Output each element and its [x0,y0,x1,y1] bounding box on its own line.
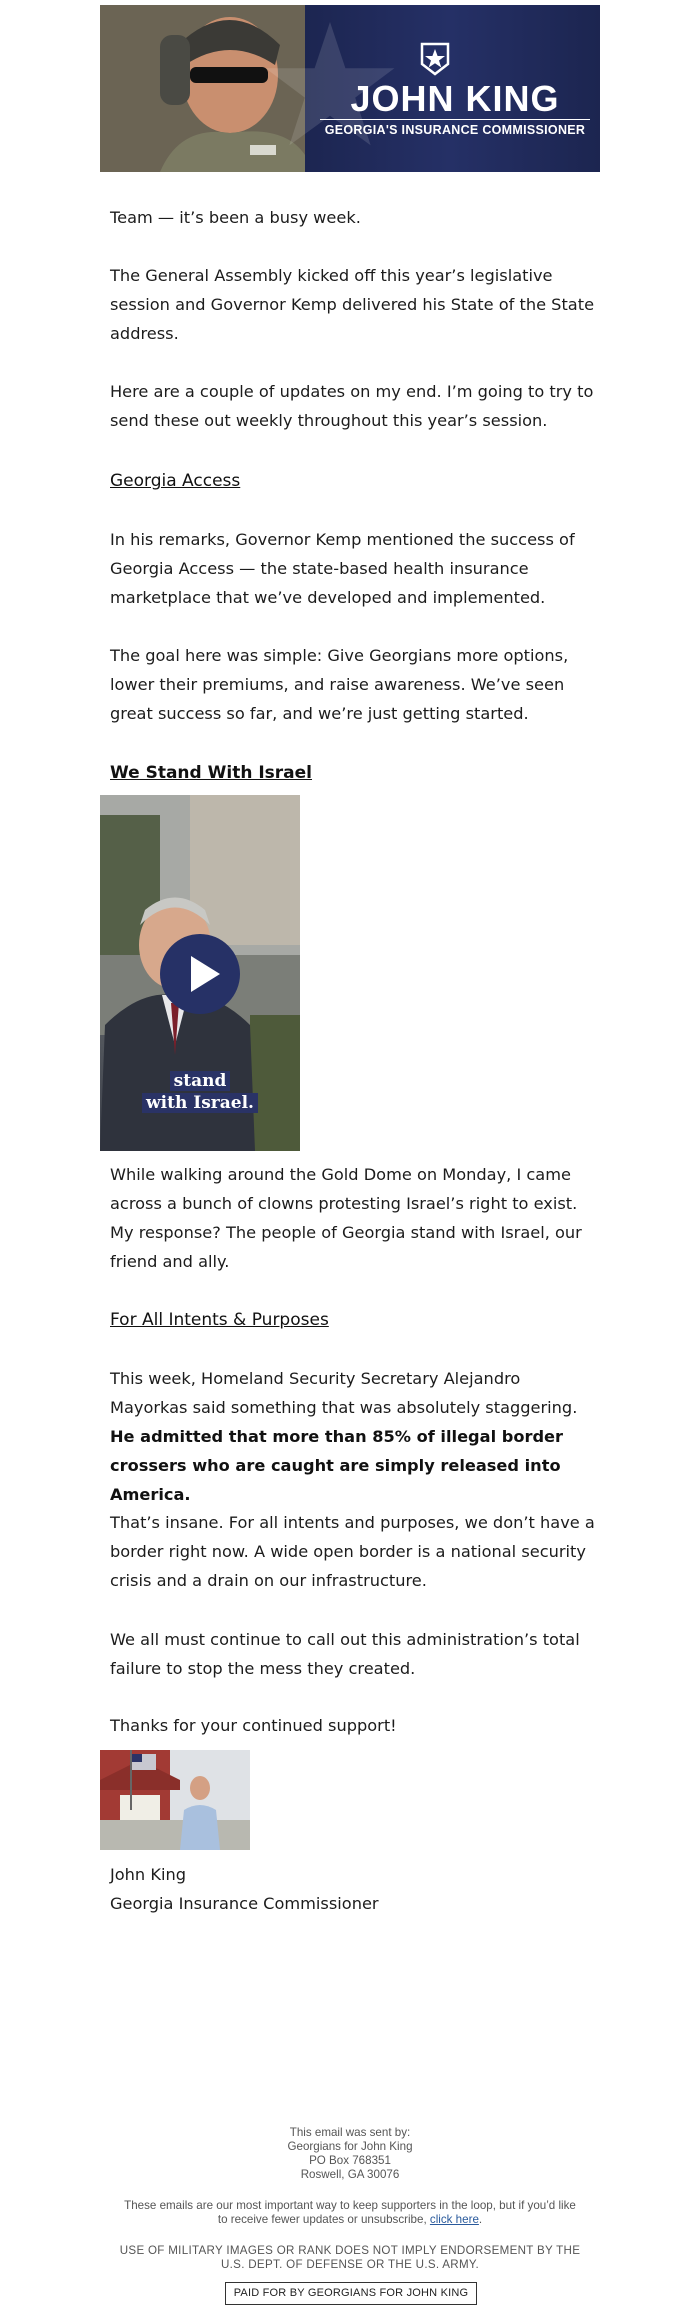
header-banner [100,5,600,172]
unsubscribe-link[interactable]: click here [429,2213,479,2226]
paragraph-mayorkas [110,1364,600,1509]
shield-star-icon [420,42,450,76]
heading-intents-purposes: For All Intents & Purposes [110,1310,329,1330]
footer-notice-text: These emails are our most important way to keep supporters in the loop, but if you’d like to receive fewer updates or unsubscribe, [124,2199,576,2226]
video-thumbnail[interactable] [100,795,300,1151]
video-caption-line-1: stand [170,1071,231,1091]
header-title: GEORGIA'S INSURANCE COMMISSIONER [320,119,590,137]
greeting: Team — it’s been a busy week. [110,208,361,227]
signature-name: John King [110,1865,186,1884]
paragraph-gold-dome: While walking around the Gold Dome on Monday, I came across a bunch of clowns protesting Israel’s right to exist. My response? The people of Georgia stand with Israel, our friend and ally. [110,1165,582,1271]
footer-sent-by: This email was sent by: [289,2126,411,2139]
paragraph-mayorkas-bold: He admitted that more than 85% of illegal border crossers who are caught are simply released into America. [110,1427,563,1504]
paragraph-call-out: We all must continue to call out this administration’s total failure to stop the mess they created. [110,1630,580,1678]
footer-po-box: PO Box 768351 [309,2154,391,2167]
heading-stand-with-israel: We Stand With Israel [110,763,313,783]
footer-org: Georgians for John King [287,2140,413,2153]
footer-address [100,2126,600,2182]
paragraph-weekly-updates: Here are a couple of updates on my end. I’m going to try to send these out weekly throughout this year’s session. [110,382,594,430]
paid-for-box: PAID FOR BY GEORGIANS FOR JOHN KING [225,2282,477,2305]
paragraph-goal: The goal here was simple: Give Georgians more options, lower their premiums, and raise awareness. We’ve seen great success so far, and we’re just getting started. [110,646,569,723]
header-name: JOHN KING [350,78,560,119]
video-caption-line-2: with Israel. [142,1093,258,1113]
paragraph-thanks: Thanks for your continued support! [110,1716,397,1735]
paragraph-georgia-access: In his remarks, Governor Kemp mentioned the success of Georgia Access — the state-based health insurance marketplace that we’ve developed and implemented. [110,530,575,607]
footer-notice-end: . [478,2213,483,2226]
heading-georgia-access: Georgia Access [110,471,241,491]
paragraph-mayorkas-plain: This week, Homeland Security Secretary Alejandro Mayorkas said something that was absolutely staggering. [110,1369,578,1417]
footer-notice [100,2199,600,2227]
play-icon [160,934,240,1014]
play-button[interactable] [160,934,240,1014]
paragraph-legislative-session: The General Assembly kicked off this year’s legislative session and Governor Kemp delivered his State of the State address. [110,266,595,343]
video-caption [140,1070,260,1114]
paragraph-insane: That’s insane. For all intents and purposes, we don’t have a border right now. A wide open border is a national security crisis and a drain on our infrastructure. [110,1513,595,1590]
footer-disclaimer: USE OF MILITARY IMAGES OR RANK DOES NOT IMPLY ENDORSEMENT BY THE U.S. DEPT. OF DEFENSE OR THE U.S. ARMY. [119,2244,581,2271]
footer-city: Roswell, GA 30076 [300,2168,400,2181]
signature-photo [100,1750,250,1850]
signature-title: Georgia Insurance Commissioner [110,1894,379,1913]
